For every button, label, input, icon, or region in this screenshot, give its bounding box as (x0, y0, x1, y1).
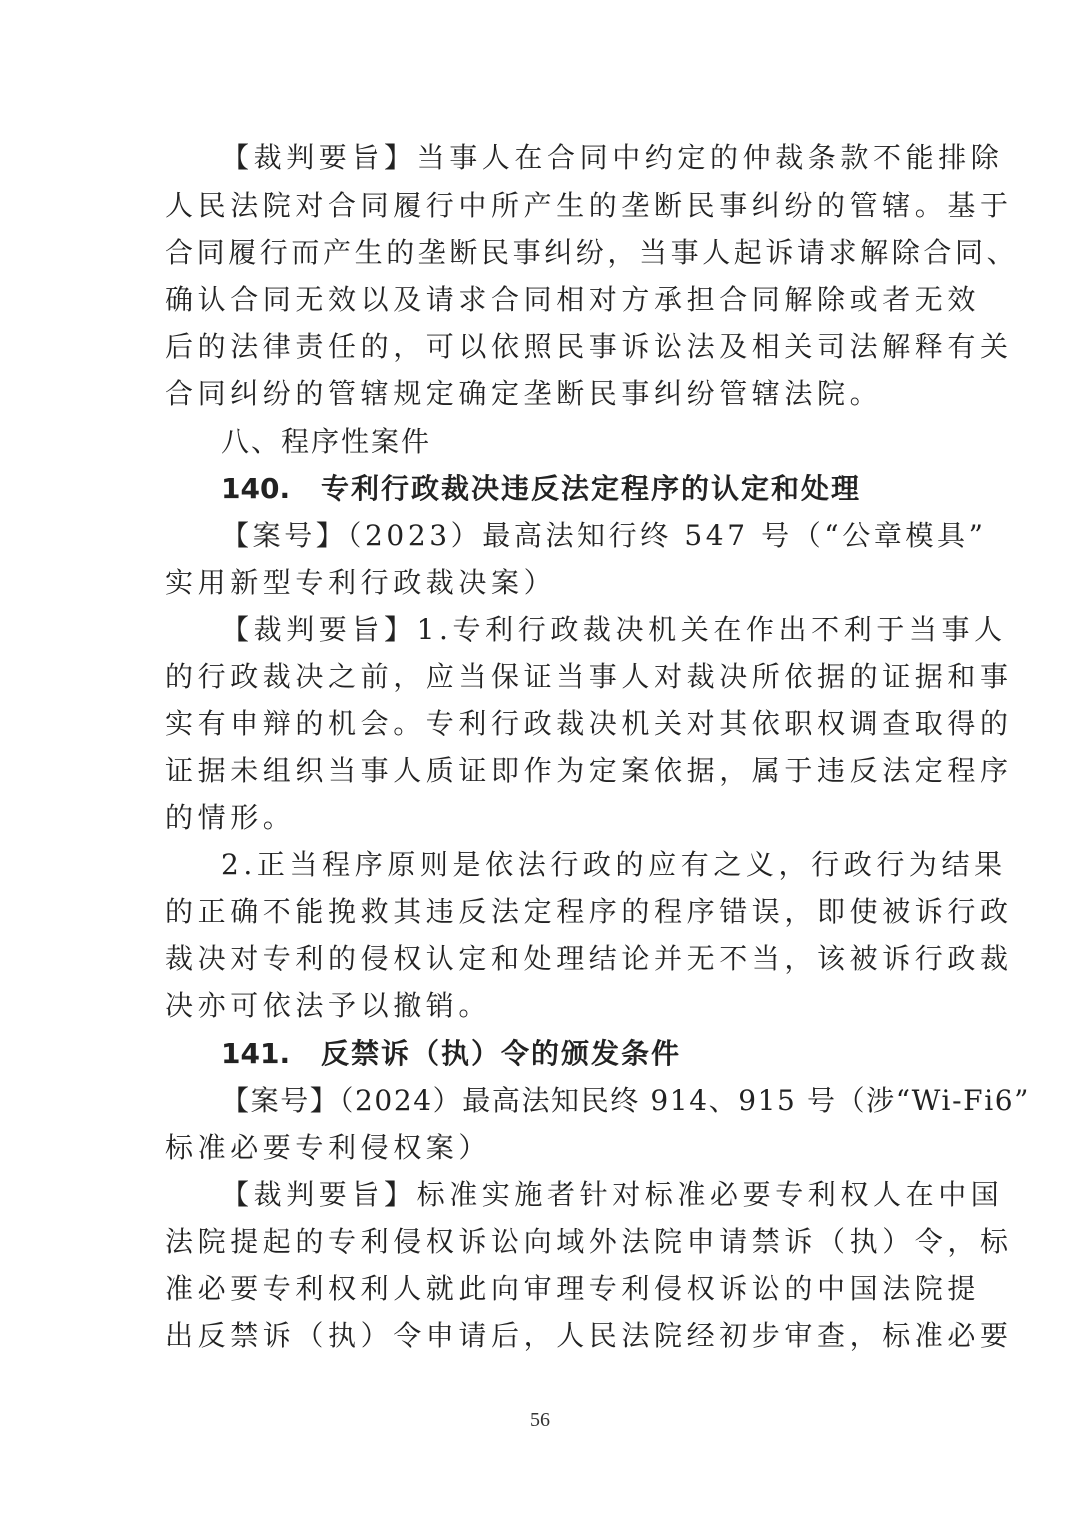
text-line: 的正确不能挽救其违反法定程序的程序错误，即使被诉行政 (165, 895, 1013, 928)
text-line: 【裁判要旨】1.专利行政裁决机关在作出不利于当事人 (221, 613, 1007, 646)
case-number-line: 标准必要专利侵权案） (165, 1131, 492, 1164)
text-line: 人民法院对合同履行中所产生的垄断民事纠纷的管辖。基于 (165, 189, 1013, 222)
case-number-line: 【案号】（2023）最高法知行终 547 号（“公章模具” (221, 519, 987, 552)
item-title: 专利行政裁决违反法定程序的认定和处理 (321, 472, 862, 505)
text-line: 裁决对专利的侵权认定和处理结论并无不当，该被诉行政裁 (165, 942, 1013, 975)
item-number: 140. (221, 472, 291, 505)
text-line: 【裁判要旨】当事人在合同中约定的仲裁条款不能排除 (221, 141, 1004, 174)
text-line: 【裁判要旨】标准实施者针对标准必要专利权人在中国 (221, 1178, 1004, 1211)
item-number: 141. (221, 1037, 291, 1070)
text-line: 法院提起的专利侵权诉讼向域外法院申请禁诉（执）令，标 (165, 1225, 1013, 1258)
page-number: 56 (530, 1409, 550, 1431)
text-line: 合同纠纷的管辖规定确定垄断民事纠纷管辖法院。 (165, 377, 883, 410)
case-number-line: 实用新型专利行政裁决案） (165, 566, 557, 599)
text-line: 确认合同无效以及请求合同相对方承担合同解除或者无效 (165, 283, 981, 316)
text-line: 的行政裁决之前，应当保证当事人对裁决所依据的证据和事 (165, 660, 1013, 693)
text-line: 2.正当程序原则是依法行政的应有之义，行政行为结果 (221, 848, 1007, 881)
text-line: 后的法律责任的，可以依照民事诉讼法及相关司法解释有关 (165, 330, 1013, 363)
text-line: 证据未组织当事人质证即作为定案依据，属于违反法定程序 (165, 754, 1013, 787)
item-heading (221, 471, 861, 507)
text-line: 决亦可依法予以撤销。 (165, 989, 492, 1022)
section-heading: 八、程序性案件 (221, 425, 432, 458)
case-number-line: 【案号】（2024）最高法知民终 914、915 号（涉“Wi-Fi6” (221, 1084, 1031, 1117)
item-heading (221, 1036, 681, 1072)
text-line: 的情形。 (165, 801, 296, 834)
text-line: 出反禁诉（执）令申请后，人民法院经初步审查，标准必要 (165, 1319, 1013, 1352)
text-line: 实有申辩的机会。专利行政裁决机关对其依职权调查取得的 (165, 707, 1013, 740)
item-title: 反禁诉（执）令的颁发条件 (321, 1037, 682, 1070)
text-line: 准必要专利权利人就此向审理专利侵权诉讼的中国法院提 (165, 1272, 981, 1305)
text-line: 合同履行而产生的垄断民事纠纷，当事人起诉请求解除合同、 (165, 236, 1019, 269)
